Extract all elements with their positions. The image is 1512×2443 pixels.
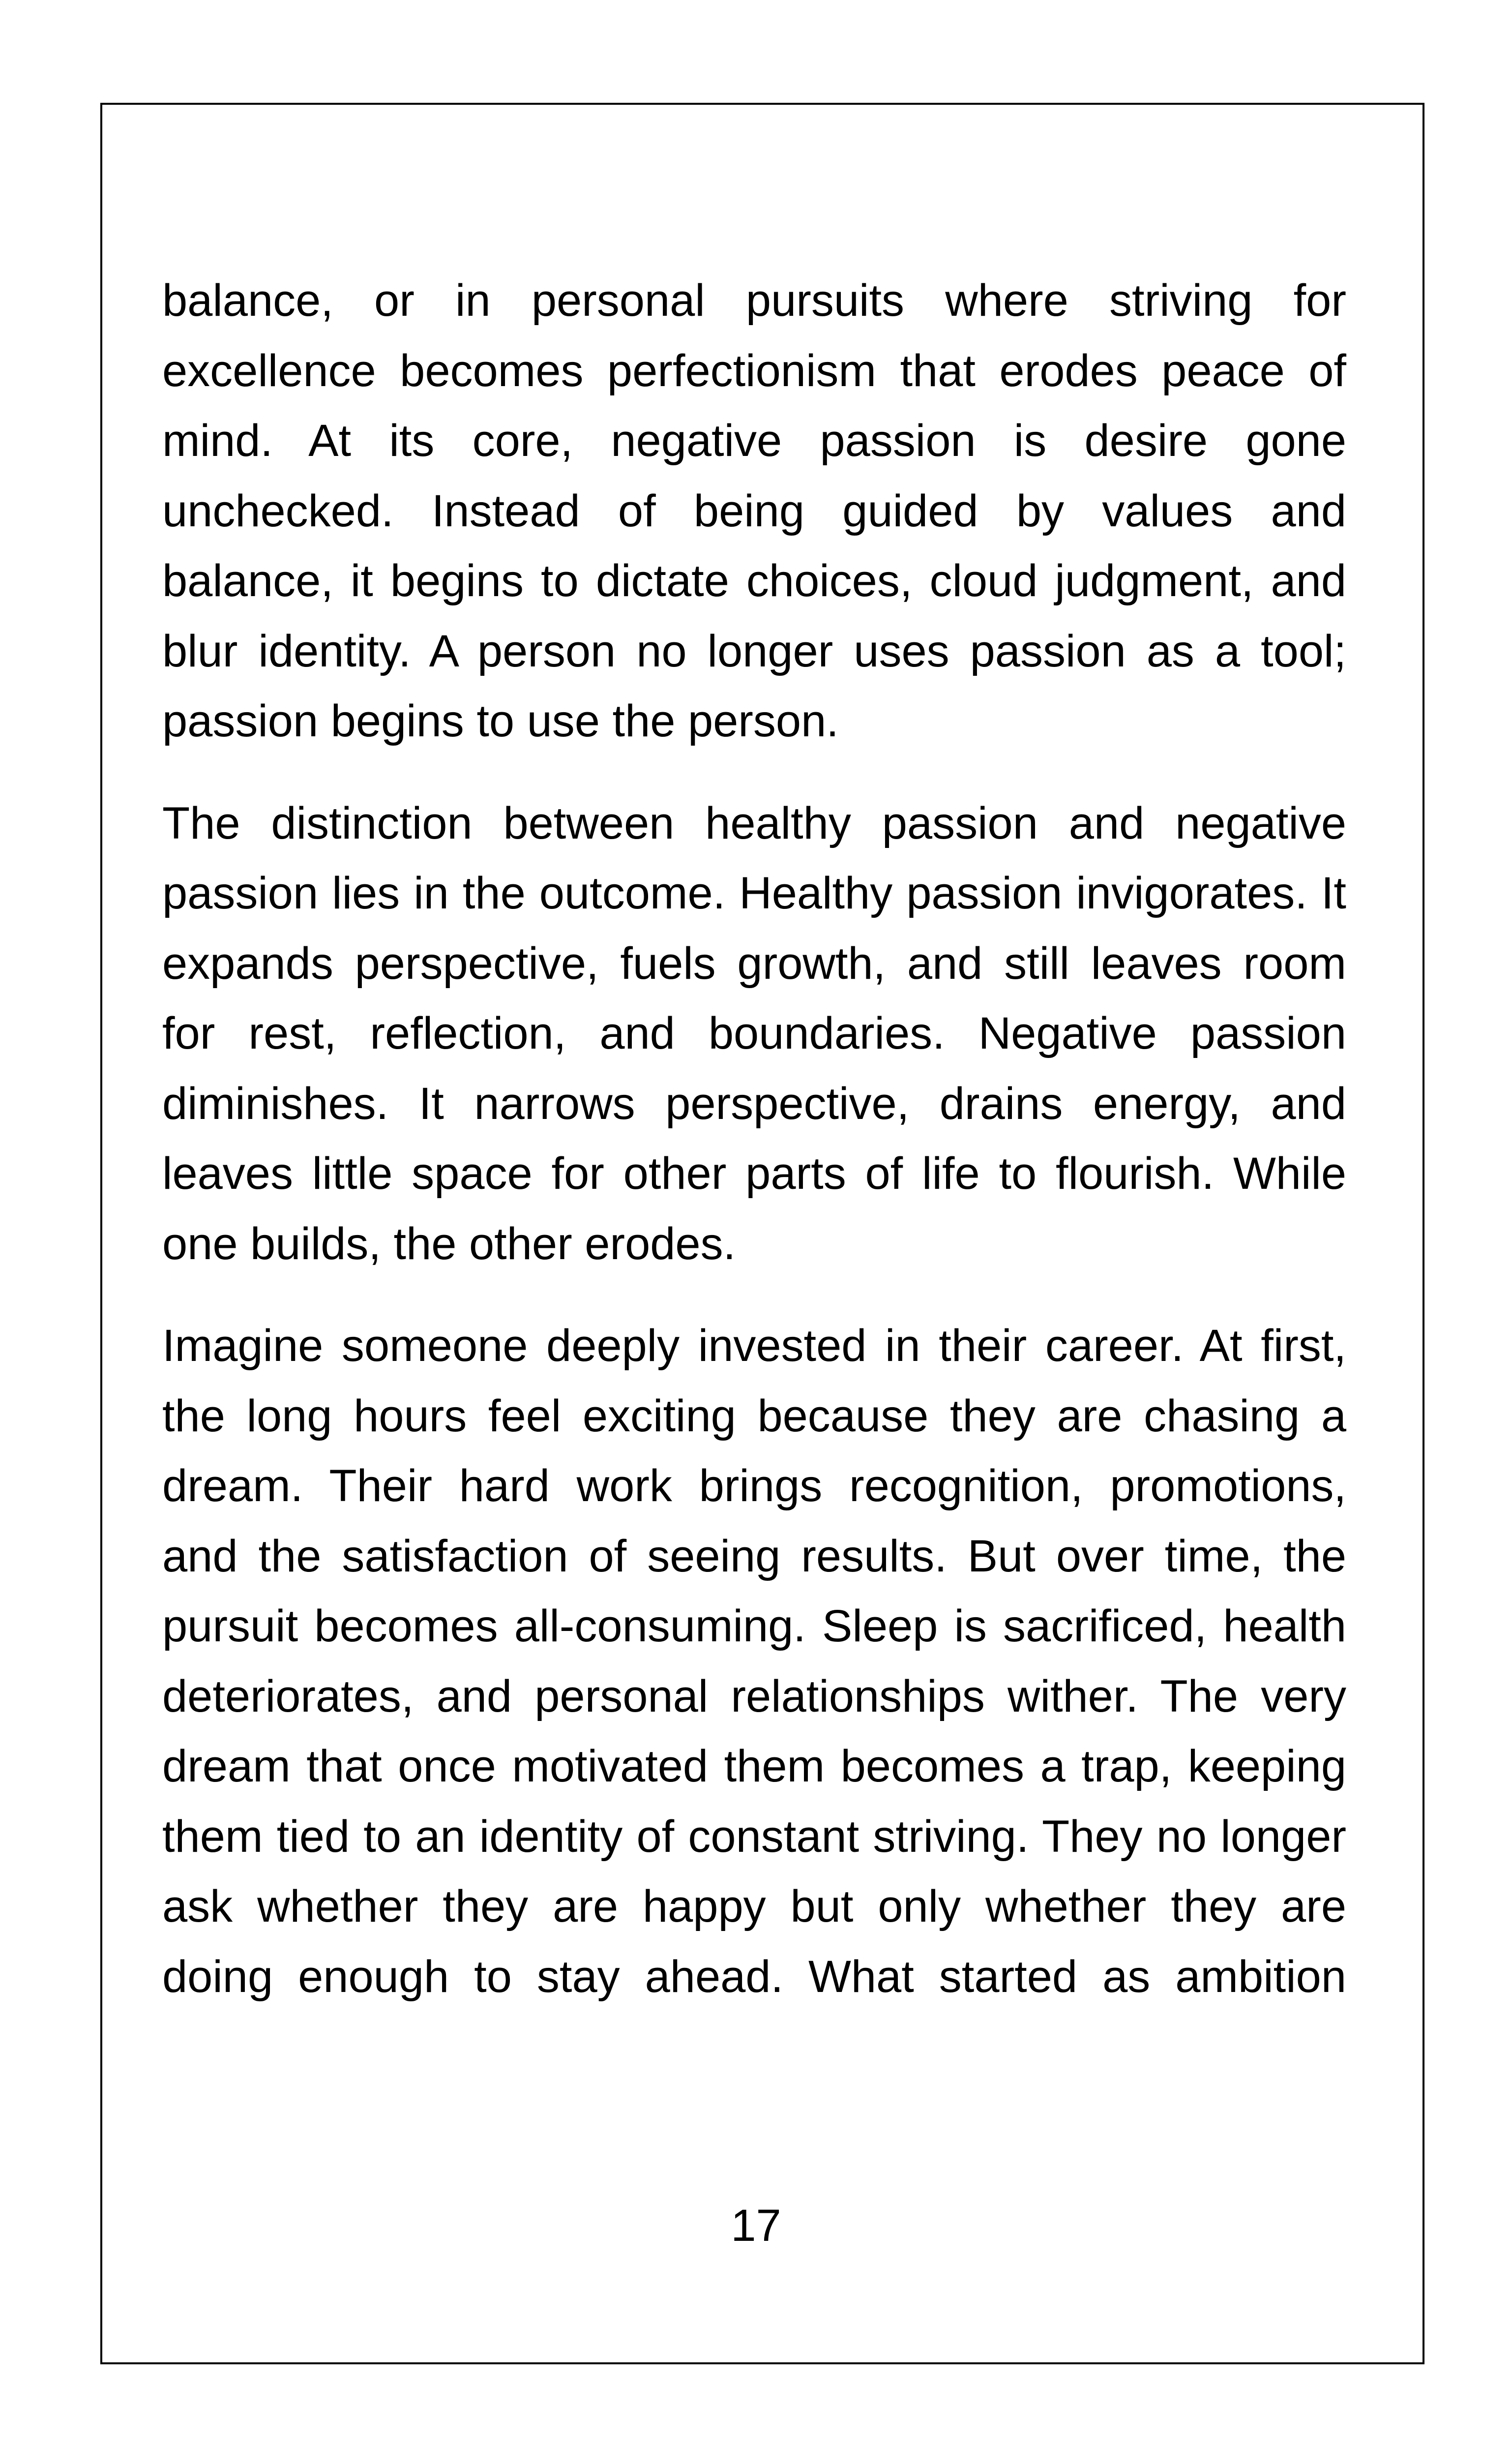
paragraph-3: Imagine someone deeply invested in their career. At first, the long hours feel exciting because they are chasing a dream. Their hard work brings recognition, promotions, and the satisfaction of seeing results. But over time, the pursuit becomes all-consuming. Sleep is sacrificed, health deteriorates, and personal relationships wither. The very dream that once motivated them becomes a trap, keeping them tied to an identity of constant striving. They no longer ask whether they are happy but only whether they are doing enough to stay ahead. What started as ambition	[162, 1321, 1346, 2002]
page-number: 17	[731, 2201, 781, 2251]
body-text	[162, 266, 1346, 2044]
paragraph-1: balance, or in personal pursuits where striving for excellence becomes perfectionism that erodes peace of mind. At its core, negative passion is desire gone unchecked. Instead of being guided by values and balance, it begins to dictate choices, cloud judgment, and blur identity. A person no longer uses passion as a tool; passion begins to use the person.	[162, 275, 1346, 746]
paragraph-2: The distinction between healthy passion and negative passion lies in the outcome. Healthy passion invigorates. It expands perspective, fuels growth, and still leaves room for rest, reflection, and boundaries. Negative passion diminishes. It narrows perspective, drains energy, and leaves little space for other parts of life to flourish. While one builds, the other erodes.	[162, 798, 1346, 1269]
